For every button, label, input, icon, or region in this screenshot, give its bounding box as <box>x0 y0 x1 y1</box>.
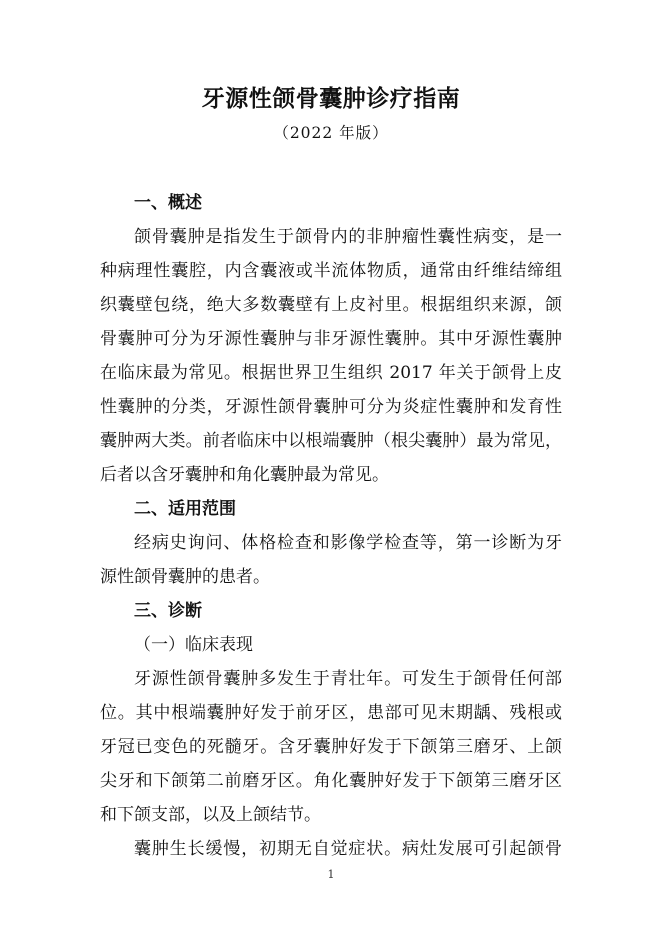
paragraph-line: 骨囊肿可分为牙源性囊肿与非牙源性囊肿。其中牙源性囊肿 <box>100 329 562 349</box>
paragraph-line: 牙源性颌骨囊肿多发生于青壮年。可发生于颌骨任何部 <box>134 669 562 689</box>
paragraph-line: 和下颌支部，以及上颌结节。 <box>100 805 321 825</box>
paragraph-line: 囊肿生长缓慢，初期无自觉症状。病灶发展可引起颌骨 <box>134 839 562 859</box>
subsection-heading-clinical: （一）临床表现 <box>134 635 253 655</box>
paragraph-line: 位。其中根端囊肿好发于前牙区，患部可见末期龋、残根或 <box>100 703 562 723</box>
paragraph-line: 尖牙和下颌第二前磨牙区。角化囊肿好发于下颌第三磨牙区 <box>100 771 562 791</box>
page-number: 1 <box>327 868 335 881</box>
paragraph-line: 经病史询问、体格检查和影像学检查等，第一诊断为牙 <box>134 533 562 553</box>
document-body <box>100 186 562 866</box>
paragraph-line: 织囊壁包绕，绝大多数囊壁有上皮衬里。根据组织来源，颌 <box>100 295 562 315</box>
section-heading-overview: 一、概述 <box>134 193 202 213</box>
paragraph-line: 源性颌骨囊肿的患者。 <box>100 567 270 587</box>
paragraph-line: 在临床最为常见。根据世界卫生组织 2017 年关于颌骨上皮 <box>100 363 562 383</box>
document-title: 牙源性颌骨囊肿诊疗指南 <box>201 86 461 112</box>
paragraph-line: 颌骨囊肿是指发生于颌骨内的非肿瘤性囊性病变，是一 <box>134 227 562 247</box>
paragraph-line: 囊肿两大类。前者临床中以根端囊肿（根尖囊肿）最为常见， <box>100 431 562 451</box>
paragraph-line: 种病理性囊腔，内含囊液或半流体物质，通常由纤维结缔组 <box>100 261 562 281</box>
paragraph-line: 后者以含牙囊肿和角化囊肿最为常见。 <box>100 465 389 485</box>
section-heading-diagnosis: 三、诊断 <box>134 601 202 621</box>
section-heading-scope: 二、适用范围 <box>134 499 236 519</box>
document-edition: （2022 年版） <box>273 124 389 142</box>
paragraph-line: 牙冠已变色的死髓牙。含牙囊肿好发于下颌第三磨牙、上颌 <box>100 737 562 757</box>
paragraph-line: 性囊肿的分类，牙源性颌骨囊肿可分为炎症性囊肿和发育性 <box>100 397 562 417</box>
